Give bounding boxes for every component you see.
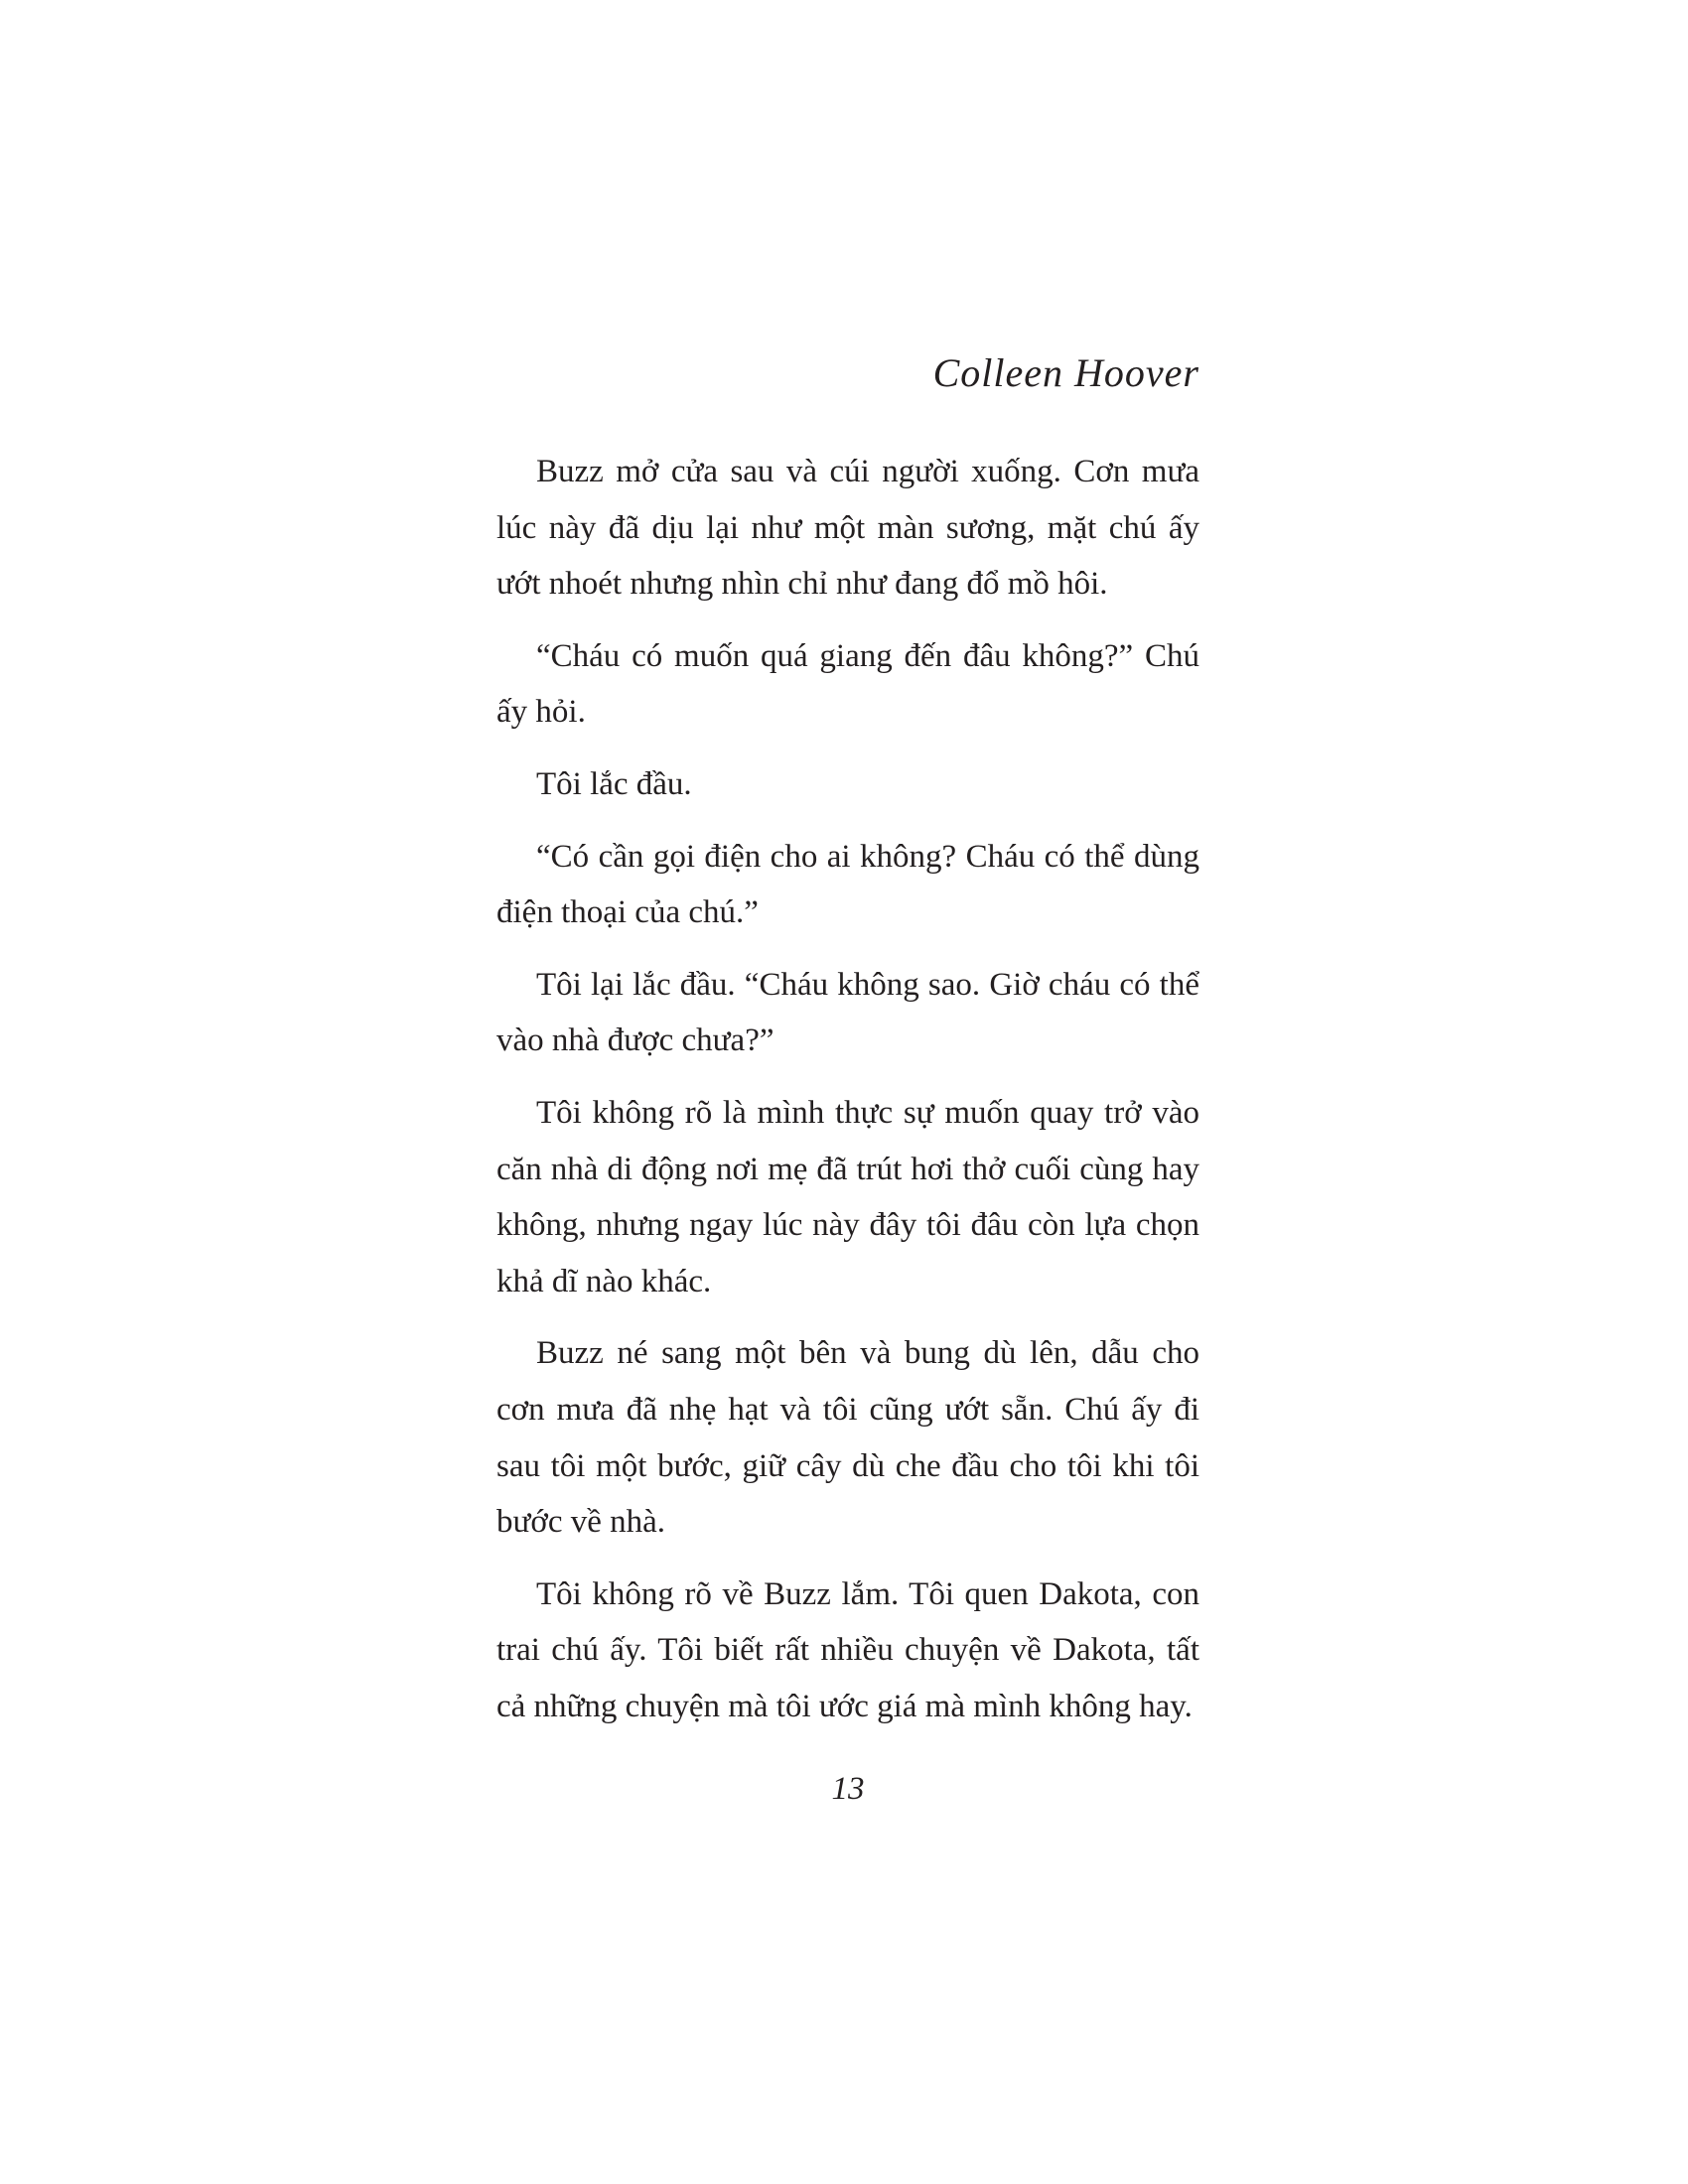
paragraph: Tôi không rõ về Buzz lắm. Tôi quen Dakota, con trai chú ấy. Tôi biết rất nhiều chuyện về Dakota, tất cả những chuyện mà tôi ước giá mà mình không hay. [496, 1575, 1199, 1724]
paragraph: Tôi không rõ là mình thực sự muốn quay trở vào căn nhà di động nơi mẹ đã trút hơi thở cuối cùng hay không, nhưng ngay lúc này đây tôi đâu còn lựa chọn khả dĩ nào khác. [496, 1094, 1199, 1299]
paragraph: Buzz mở cửa sau và cúi người xuống. Cơn mưa lúc này đã dịu lại như một màn sương, mặt chú ấy ướt nhoét nhưng nhìn chỉ như đang đổ mồ hôi. [496, 454, 1199, 603]
page-number: 13 [831, 1771, 865, 1807]
paragraph: “Cháu có muốn quá giang đến đâu không?” Chú ấy hỏi. [496, 637, 1199, 731]
body-text [496, 444, 1199, 1750]
paragraph: “Có cần gọi điện cho ai không? Cháu có thể dùng điện thoại của chú.” [496, 838, 1199, 931]
paragraph: Buzz né sang một bên và bung dù lên, dẫu cho cơn mưa đã nhẹ hạt và tôi cũng ướt sẵn. Chú ấy đi sau tôi một bước, giữ cây dù che đầu cho tôi khi tôi bước về nhà. [496, 1335, 1199, 1541]
paragraph: Tôi lắc đầu. [536, 765, 692, 802]
paragraph: Tôi lại lắc đầu. “Cháu không sao. Giờ cháu có thể vào nhà được chưa?” [496, 966, 1199, 1059]
running-head-author: Colleen Hoover [932, 350, 1199, 395]
